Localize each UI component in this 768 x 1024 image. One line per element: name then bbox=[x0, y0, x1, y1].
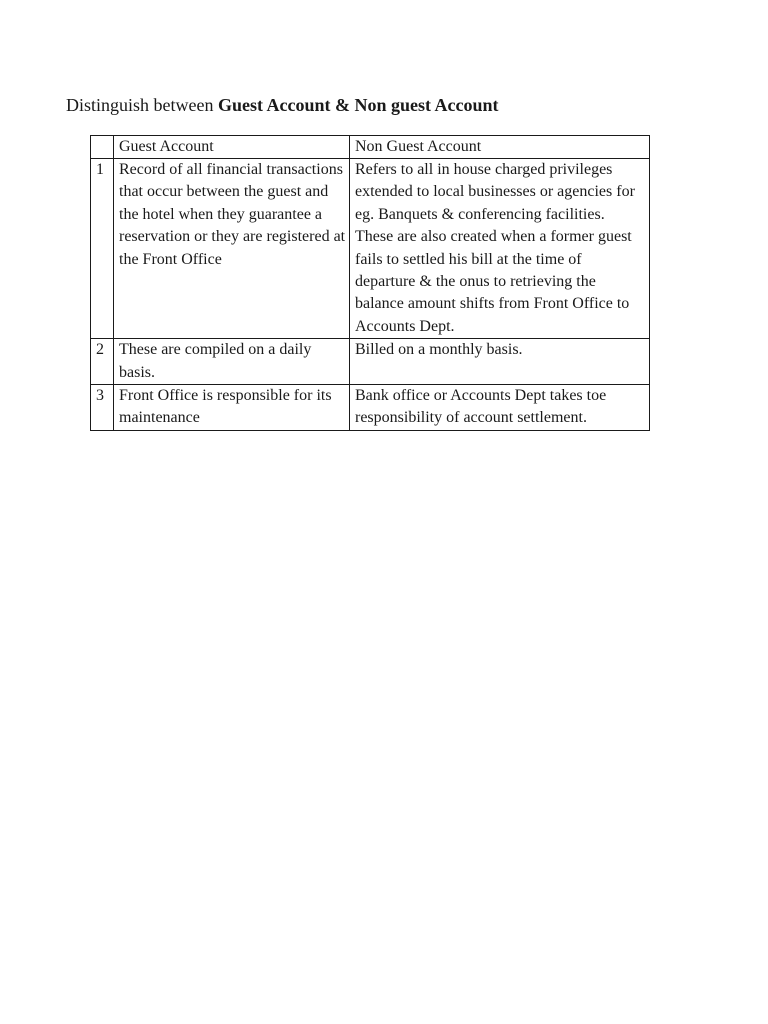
non-guest-account-cell: Refers to all in house charged privileges extended to local businesses or agencies for eg. Banquets & conferencing facilities. These are also created when a former guest fails to settled his bill at the time of departure & the onus to retrieving the balance amount shifts from Front Office to Accounts Dept. bbox=[350, 159, 650, 339]
title-prefix: Distinguish between bbox=[66, 95, 218, 115]
header-guest-account: Guest Account bbox=[114, 136, 350, 159]
header-non-guest-account: Non Guest Account bbox=[350, 136, 650, 159]
row-number: 1 bbox=[91, 159, 114, 339]
non-guest-account-cell: Bank office or Accounts Dept takes toe responsibility of account settlement. bbox=[350, 385, 650, 431]
row-number: 3 bbox=[91, 385, 114, 431]
non-guest-account-cell: Billed on a monthly basis. bbox=[350, 339, 650, 385]
guest-account-cell: Front Office is responsible for its maintenance bbox=[114, 385, 350, 431]
title-bold: Guest Account & Non guest Account bbox=[217, 95, 499, 115]
table-row bbox=[91, 339, 650, 385]
table-header-row bbox=[91, 136, 650, 159]
table-row bbox=[91, 159, 650, 339]
table-row bbox=[91, 385, 650, 431]
header-number-cell bbox=[91, 136, 114, 159]
page-title bbox=[66, 94, 499, 116]
row-number: 2 bbox=[91, 339, 114, 385]
comparison-table bbox=[90, 135, 650, 431]
guest-account-cell: Record of all financial transactions that occur between the guest and the hotel when they guarantee a reservation or they are registered at the Front Office bbox=[114, 159, 350, 339]
guest-account-cell: These are compiled on a daily basis. bbox=[114, 339, 350, 385]
